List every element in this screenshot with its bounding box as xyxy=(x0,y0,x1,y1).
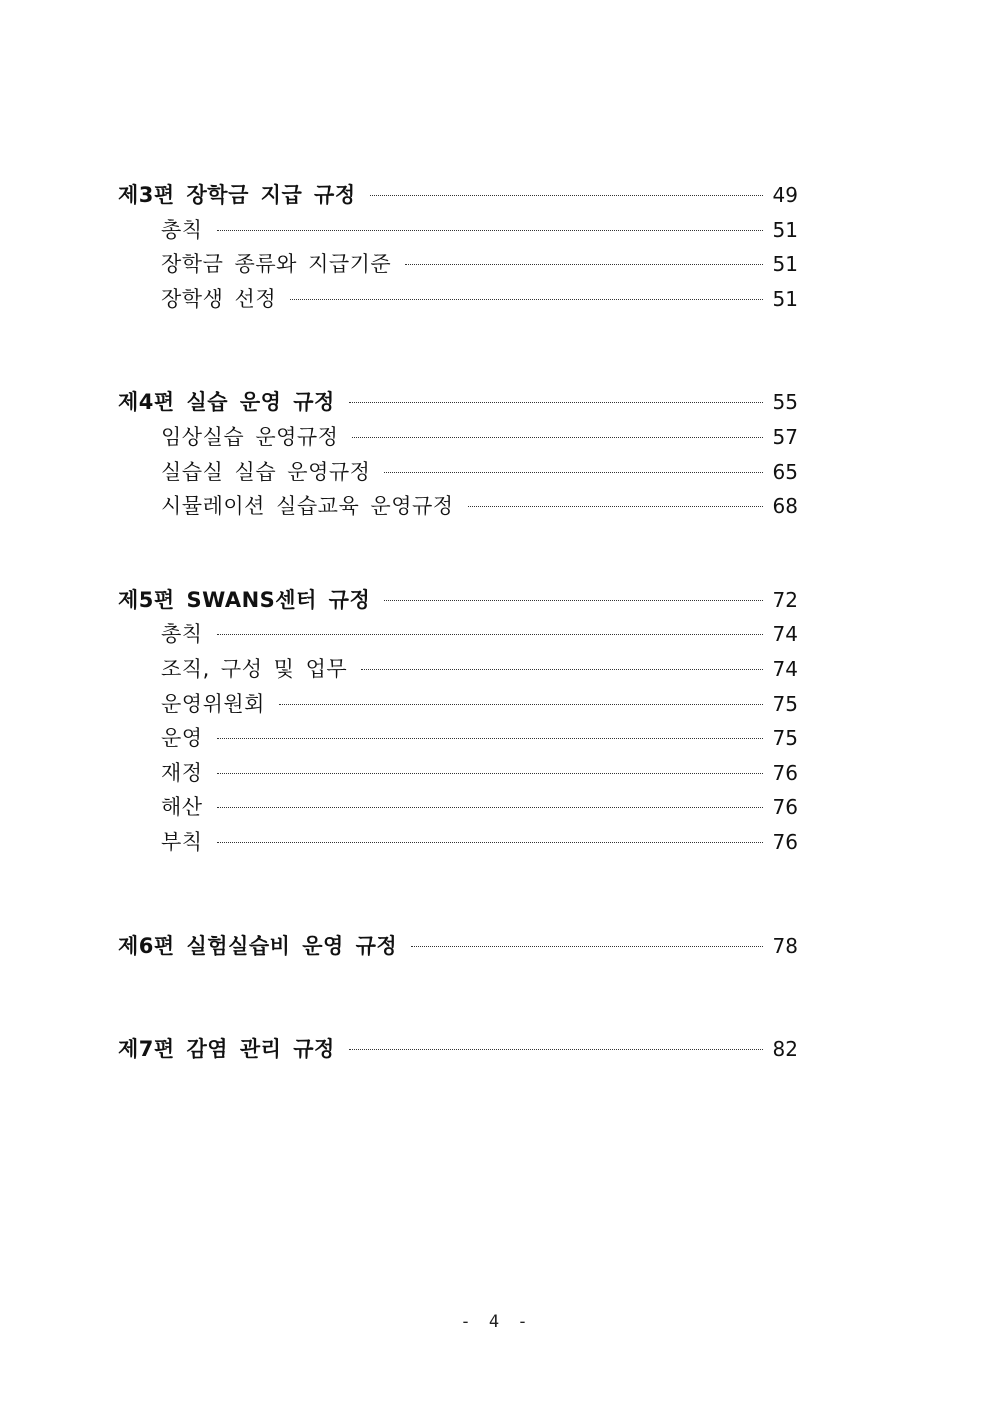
page-number-footer: - 4 - xyxy=(460,1312,532,1332)
toc-page-number: 76 xyxy=(772,795,798,820)
toc-entry-label: 해산 xyxy=(161,795,203,820)
toc-heading[interactable] xyxy=(118,929,798,964)
toc-heading-title: 제6편 실험실습비 운영 규정 xyxy=(118,933,398,958)
toc-heading-title: 제4편 실습 운영 규정 xyxy=(118,390,335,415)
dot-leader xyxy=(217,738,763,739)
toc-entry-label: 운영위원회 xyxy=(161,691,265,716)
toc-page-number: 75 xyxy=(772,691,798,716)
dot-leader xyxy=(361,669,762,670)
toc-part-6 xyxy=(118,929,798,964)
dot-leader xyxy=(411,946,762,947)
toc-entry-label: 장학생 선정 xyxy=(161,286,277,311)
toc-entry-label: 시뮬레이션 실습교육 운영규정 xyxy=(161,494,454,519)
toc-page-number: 65 xyxy=(772,459,798,484)
table-of-contents xyxy=(118,178,798,1067)
toc-page-number: 74 xyxy=(772,656,798,681)
spacer xyxy=(118,860,798,929)
toc-page-number: 51 xyxy=(772,252,798,277)
toc-entry[interactable] xyxy=(118,247,798,282)
toc-page-number: 55 xyxy=(772,390,798,415)
dot-leader xyxy=(370,195,763,196)
toc-heading-title: 제3편 장학금 지급 규정 xyxy=(118,183,356,207)
toc-entry[interactable] xyxy=(118,617,798,652)
toc-entry[interactable] xyxy=(118,652,798,687)
toc-entry[interactable] xyxy=(118,721,798,756)
toc-entry[interactable] xyxy=(118,420,798,455)
dot-leader xyxy=(279,704,763,705)
toc-entry-label: 재정 xyxy=(161,760,203,785)
toc-entry[interactable] xyxy=(118,213,798,248)
toc-entry-label: 총칙 xyxy=(161,622,203,647)
toc-entry[interactable] xyxy=(118,790,798,825)
toc-part-3 xyxy=(118,178,798,316)
spacer xyxy=(118,524,798,583)
toc-entry-label: 실습실 실습 운영규정 xyxy=(161,459,371,484)
toc-heading[interactable] xyxy=(118,178,798,213)
toc-part-7 xyxy=(118,1032,798,1067)
toc-page-number: 57 xyxy=(772,424,798,449)
dot-leader xyxy=(217,842,763,843)
dot-leader xyxy=(384,600,762,601)
toc-part-4 xyxy=(118,385,798,523)
toc-page-number: 76 xyxy=(772,829,798,854)
dot-leader xyxy=(405,264,762,265)
toc-entry-label: 임상실습 운영규정 xyxy=(161,424,339,449)
toc-entry-label: 장학금 종류와 지급기준 xyxy=(161,252,392,277)
toc-page-number: 72 xyxy=(772,587,798,612)
dot-leader xyxy=(217,773,763,774)
toc-page-number: 49 xyxy=(772,183,798,207)
dot-leader xyxy=(290,299,762,300)
toc-entry-label: 총칙 xyxy=(161,217,203,242)
spacer xyxy=(118,963,798,1032)
toc-entry[interactable] xyxy=(118,282,798,317)
dot-leader xyxy=(217,634,763,635)
toc-page-number: 74 xyxy=(772,622,798,647)
toc-page-number: 78 xyxy=(772,933,798,958)
toc-heading[interactable] xyxy=(118,385,798,420)
dot-leader xyxy=(468,506,763,507)
toc-heading-title: 제5편 SWANS센터 규정 xyxy=(118,587,371,612)
toc-entry[interactable] xyxy=(118,687,798,722)
toc-page-number: 51 xyxy=(772,217,798,242)
toc-entry[interactable] xyxy=(118,756,798,791)
toc-page-number: 82 xyxy=(772,1037,798,1062)
dot-leader xyxy=(217,230,763,231)
toc-entry[interactable] xyxy=(118,489,798,524)
dot-leader xyxy=(352,437,762,438)
toc-entry-label: 부칙 xyxy=(161,829,203,854)
toc-entry[interactable] xyxy=(118,455,798,490)
dot-leader xyxy=(217,807,763,808)
spacer xyxy=(118,316,798,385)
dot-leader xyxy=(349,402,763,403)
toc-entry-label: 운영 xyxy=(161,726,203,751)
toc-entry-label: 조직, 구성 및 업무 xyxy=(161,656,348,681)
toc-page-number: 76 xyxy=(772,760,798,785)
toc-page-number: 68 xyxy=(772,494,798,519)
toc-page-number: 75 xyxy=(772,726,798,751)
dot-leader xyxy=(349,1049,763,1050)
toc-heading[interactable] xyxy=(118,583,798,618)
toc-entry[interactable] xyxy=(118,825,798,860)
toc-heading-title: 제7편 감염 관리 규정 xyxy=(118,1037,335,1062)
toc-page-number: 51 xyxy=(772,286,798,311)
toc-part-5 xyxy=(118,583,798,860)
toc-heading[interactable] xyxy=(118,1032,798,1067)
dot-leader xyxy=(384,472,762,473)
